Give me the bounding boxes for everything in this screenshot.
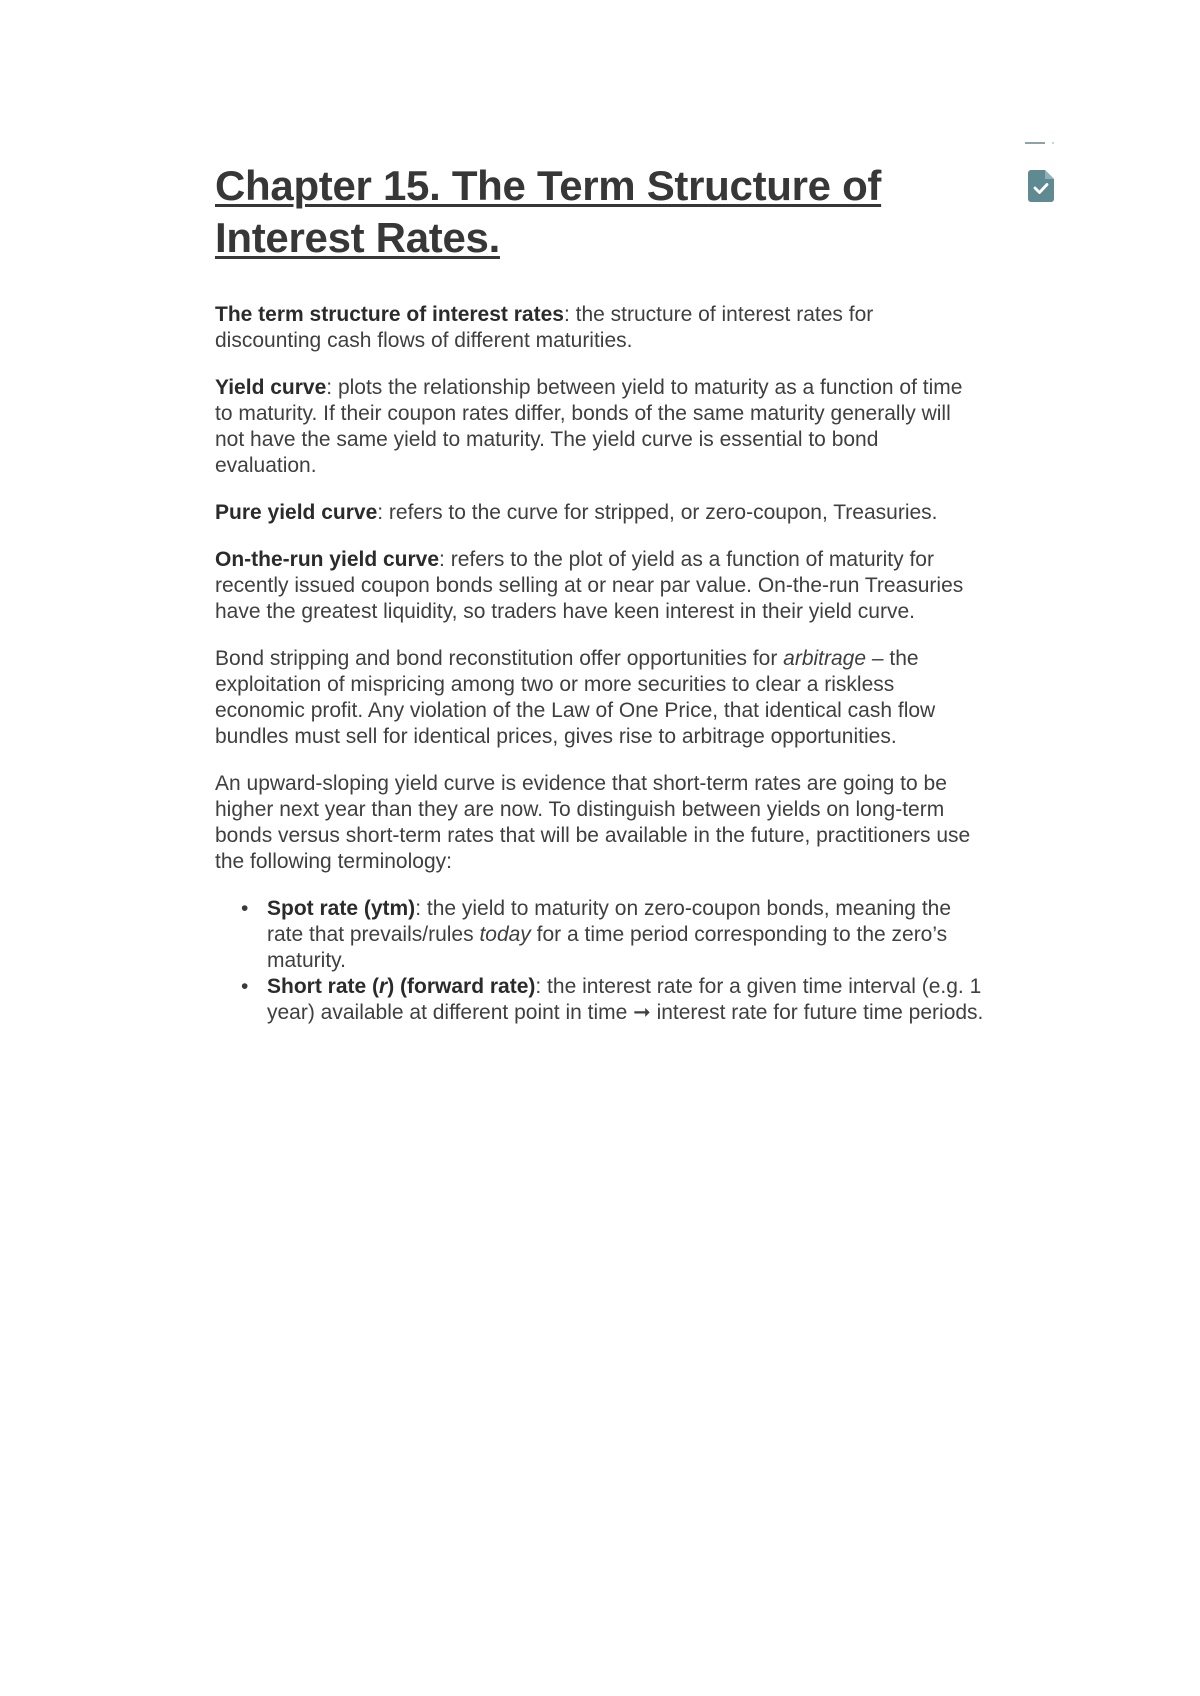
definition-text: : the structure of interest rates for discounting cash flows of different maturities. — [215, 303, 874, 352]
toolbar-dot — [1052, 142, 1054, 144]
term-part: ) (forward rate) — [387, 975, 536, 998]
paragraph-arbitrage — [215, 646, 985, 750]
term-label: Yield curve — [215, 376, 327, 399]
paragraph-on-the-run — [215, 547, 985, 625]
term-label: Pure yield curve — [215, 501, 378, 524]
paragraph-upward-sloping: An upward-sloping yield curve is evidence that short-term rates are going to be higher next year than they are now. To distinguish between yields on long-term bonds versus short-term rates that will be available in the future, practitioners use the following terminology: — [215, 772, 971, 873]
paragraph-yield-curve — [215, 375, 985, 479]
term-label — [267, 975, 535, 998]
paragraph-pure-yield-curve — [215, 500, 985, 526]
term-label: On-the-run yield curve — [215, 548, 440, 571]
paragraph-term-structure — [215, 302, 985, 354]
definition-text: : refers to the curve for stripped, or zero-coupon, Treasuries. — [377, 501, 938, 524]
italic-term: arbitrage — [783, 647, 867, 670]
list-item-short-rate — [241, 974, 985, 1026]
bullet-marker: • — [241, 897, 249, 920]
chapter-title: Chapter 15. The Term Structure of Interest Rates. — [215, 162, 882, 261]
italic-term: r — [379, 975, 388, 998]
text-run: – the exploitation of mispricing among two or more securities to clear a riskless economic profit. Any violation of the Law of One Price, that identical cash flow bundles must sell for identical prices, gives rise to arbitrage opportunities. — [215, 647, 936, 748]
text-run: : the yield to maturity on zero-coupon bonds, meaning the rate that prevails/rules — [267, 897, 952, 946]
bullet-marker: • — [241, 975, 249, 998]
list-item-spot-rate — [241, 896, 985, 974]
terminology-list — [215, 896, 985, 1026]
document-check-icon[interactable] — [1028, 170, 1054, 202]
definition-text: : the interest rate for a given time interval (e.g. 1 year) available at different point in time ➞ interest rate for future time periods. — [267, 975, 984, 1024]
term-label: The term structure of interest rates — [215, 303, 564, 326]
definition-text: : refers to the plot of yield as a function of maturity for recently issued coupon bonds selling at or near par value. On-the-run Treasuries have the greatest liquidity, so traders have keen interest in their yield curve. — [215, 548, 964, 623]
italic-term: today — [479, 923, 531, 946]
text-run: Bond stripping and bond reconstitution offer opportunities for — [215, 647, 784, 670]
document-page — [215, 160, 985, 1026]
text-run: for a time period corresponding to the zero’s maturity. — [267, 923, 948, 972]
term-part: Short rate ( — [267, 975, 380, 998]
toolbar-dash — [1025, 142, 1045, 144]
definition-text: : plots the relationship between yield to maturity as a function of time to maturity. If their coupon rates differ, bonds of the same maturity generally will not have the same yield to maturity. The yield curve is essential to bond evaluation. — [215, 376, 963, 477]
term-label: Spot rate (ytm) — [267, 897, 416, 920]
